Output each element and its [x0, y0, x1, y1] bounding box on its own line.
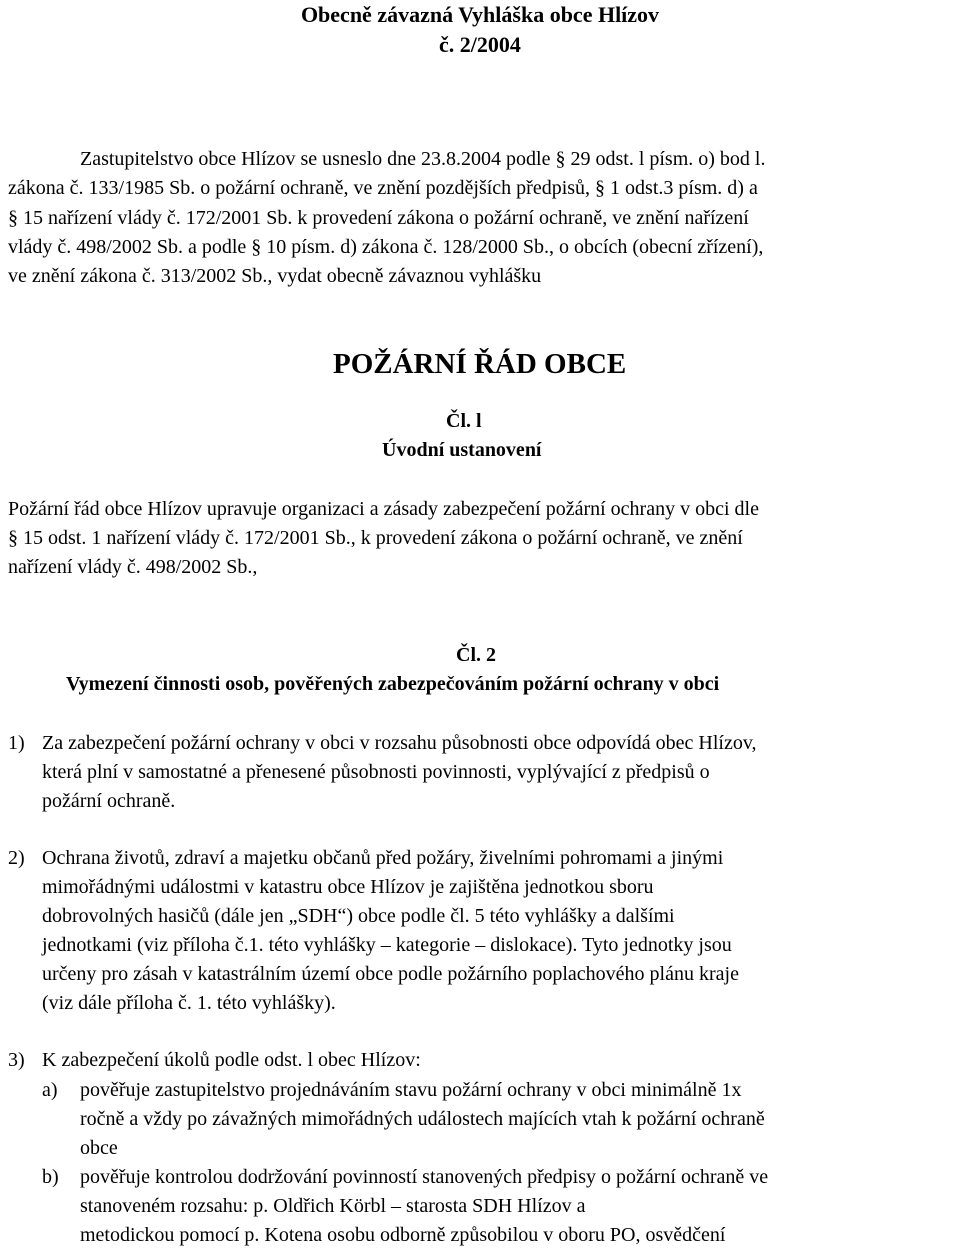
item-2-line: (viz dále příloha č. 1. této vyhlášky).	[42, 992, 336, 1014]
item-2-line: Ochrana životů, zdraví a majetku občanů před požáry, živelními pohromami a jinými	[42, 847, 724, 869]
item-2-line: dobrovolných hasičů (dále jen „SDH“) obce podle čl. 5 této vyhlášky a dalšími	[42, 905, 675, 927]
article-1-label: Čl. l	[446, 410, 482, 432]
preamble-line: zákona č. 133/1985 Sb. o požární ochraně, ve znění pozdějších předpisů, § 1 odst.3 písm. d) a	[8, 177, 758, 199]
item-1-line: Za zabezpečení požární ochrany v obci v rozsahu působnosti obce odpovídá obec Hlízov,	[42, 732, 757, 754]
subitem-b-line: stanoveném rozsahu: p. Oldřich Körbl – starosta SDH Hlízov a	[80, 1195, 586, 1217]
item-number: 1)	[8, 732, 25, 754]
item-1-line: požární ochraně.	[42, 790, 176, 812]
item-2-line: mimořádnými událostmi v katastru obce Hlízov je zajištěna jednotkou sboru	[42, 876, 654, 898]
subitem-b-line: metodickou pomocí p. Kotena osobu odborně způsobilou v oboru PO, osvědčení	[80, 1224, 726, 1246]
subitem-letter: a)	[42, 1079, 58, 1101]
item-number: 3)	[8, 1049, 25, 1071]
preamble-line: Zastupitelstvo obce Hlízov se usneslo dne 23.8.2004 podle § 29 odst. l písm. o) bod l.	[80, 148, 766, 170]
subitem-a-line: pověřuje zastupitelstvo projednáváním stavu požární ochrany v obci minimálně 1x	[80, 1079, 742, 1101]
article-1-line: Požární řád obce Hlízov upravuje organizaci a zásady zabezpečení požární ochrany v obci dle	[8, 498, 759, 520]
article-2-heading: Vymezení činnosti osob, pověřených zabezpečováním požární ochrany v obci	[66, 673, 720, 695]
item-2-line: jednotkami (viz příloha č.1. této vyhlášky – kategorie – dislokace). Tyto jednotky jsou	[42, 934, 732, 956]
item-number: 2)	[8, 847, 25, 869]
subitem-a-line: obce	[80, 1137, 118, 1159]
preamble-line: ve znění zákona č. 313/2002 Sb., vydat obecně závaznou vyhlášku	[8, 265, 542, 287]
article-1-line: nařízení vlády č. 498/2002 Sb.,	[8, 556, 258, 578]
subitem-b-line: pověřuje kontrolou dodržování povinností stanovených předpisy o požární ochraně ve	[80, 1166, 769, 1188]
preamble-line: vlády č. 498/2002 Sb. a podle § 10 písm. d) zákona č. 128/2000 Sb., o obcích (obecní zřízení),	[8, 236, 764, 258]
article-1-line: § 15 odst. 1 nařízení vlády č. 172/2001 Sb., k provedení zákona o požární ochraně, ve znění	[8, 527, 743, 549]
document-number: č. 2/2004	[439, 32, 521, 57]
item-2-line: určeny pro zásah v katastrálním území obce podle požárního poplachového plánu kraje	[42, 963, 739, 985]
item-1-line: která plní v samostatné a přenesené působnosti povinnosti, vyplývající z předpisů o	[42, 761, 710, 783]
subitem-letter: b)	[42, 1166, 59, 1188]
article-2-label: Čl. 2	[456, 644, 496, 666]
main-title: POŽÁRNÍ ŘÁD OBCE	[333, 348, 627, 380]
item-3-line: K zabezpečení úkolů podle odst. l obec Hlízov:	[42, 1049, 421, 1071]
document-title: Obecně závazná Vyhláška obce Hlízov	[300, 2, 660, 27]
preamble-line: § 15 nařízení vlády č. 172/2001 Sb. k provedení zákona o požární ochraně, ve znění nařízení	[8, 207, 749, 229]
subitem-a-line: ročně a vždy po závažných mimořádných událostech majících vtah k požární ochraně	[80, 1108, 765, 1130]
article-1-heading: Úvodní ustanovení	[382, 439, 542, 461]
